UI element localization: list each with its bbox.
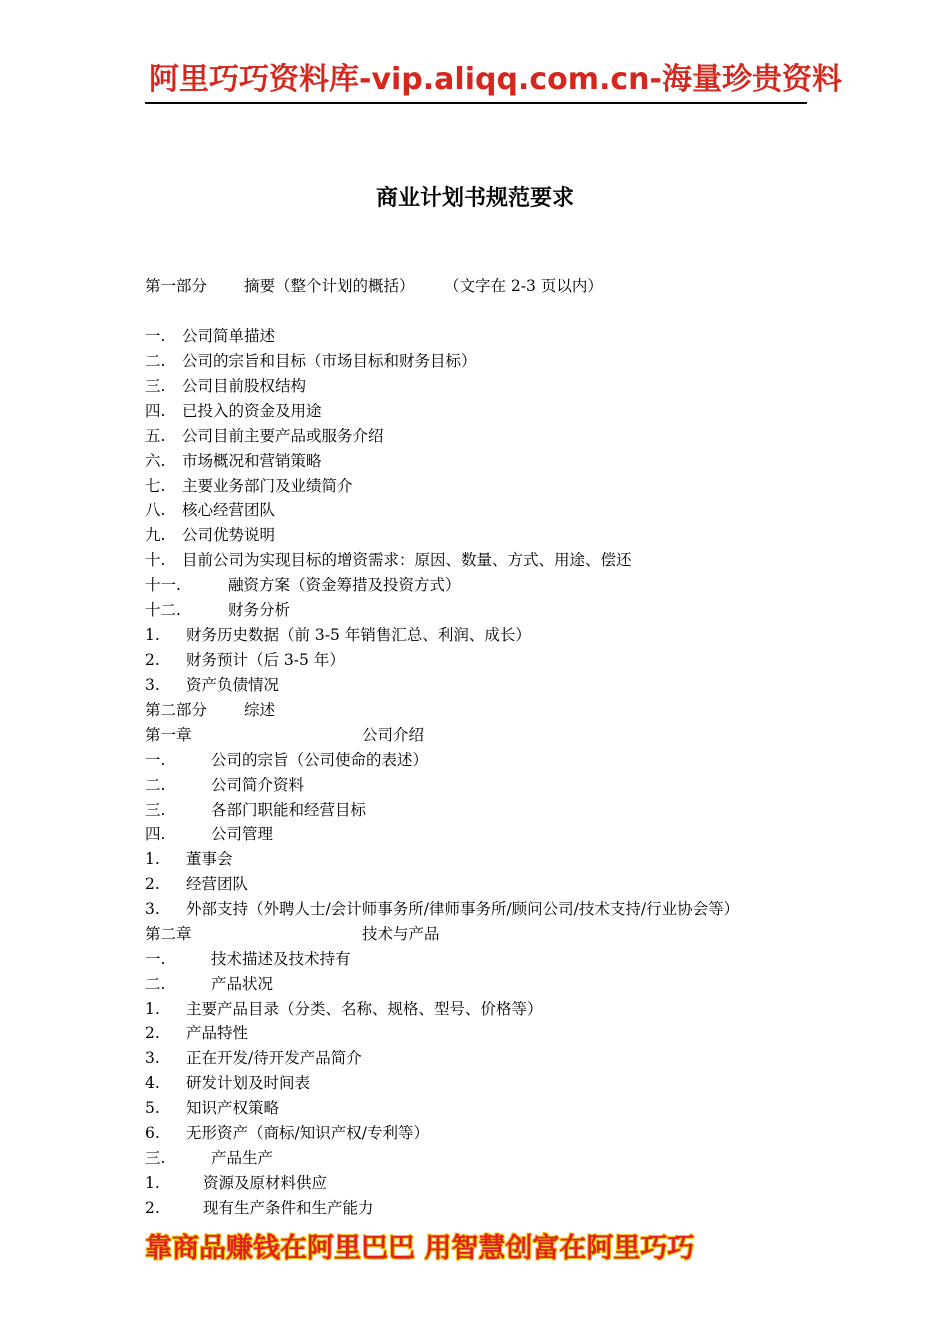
footer-banner: 靠商品赚钱在阿里巴巴 用智慧创富在阿里巧巧 xyxy=(145,1233,695,1264)
document-title: 商业计划书规范要求 xyxy=(375,186,574,211)
header-banner xyxy=(145,60,842,104)
chapter1-label: 第一章 xyxy=(145,726,192,744)
part1-label: 第一部分 xyxy=(145,277,208,295)
header-banner-text: 阿里巧巧资料库-vip.aliqq.com.cn-海量珍贵资料 xyxy=(149,62,842,97)
part2-name: 综述 xyxy=(244,701,276,719)
part1-note: （文字在 2-3 页以内） xyxy=(444,277,603,295)
chapter2-name: 技术与产品 xyxy=(362,925,440,943)
chapter1-name: 公司介绍 xyxy=(362,726,425,744)
part1-name: 摘要（整个计划的概括） xyxy=(244,277,415,295)
part2-label: 第二部分 xyxy=(145,701,208,719)
chapter2-label: 第二章 xyxy=(145,925,192,943)
